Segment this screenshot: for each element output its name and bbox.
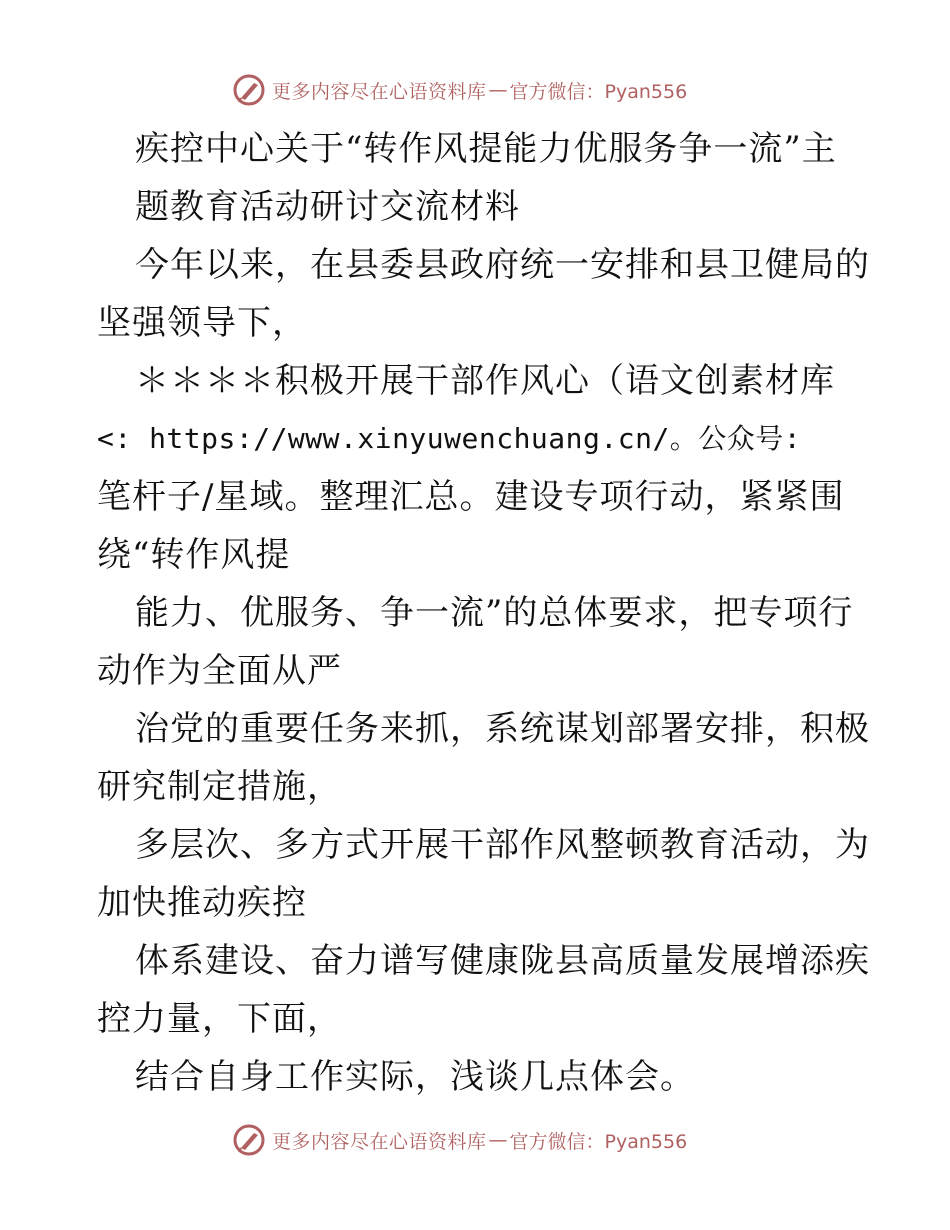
- body-line: 多层次、多方式开展干部作风整顿教育活动，为: [135, 825, 870, 865]
- body-line: ＊＊＊＊积极开展干部作风心（语文创素材库: [135, 361, 835, 401]
- body-line: 能力、优服务、争一流”的总体要求，把专项行: [135, 593, 854, 633]
- body-line: 体系建设、奋力谱写健康陇县高质量发展增添疾: [135, 941, 870, 981]
- quill-logo-icon: [232, 1123, 266, 1157]
- body-line: 治党的重要任务来抓，系统谋划部署安排，积极: [135, 709, 870, 749]
- body-line: 坚强领导下，: [97, 303, 307, 343]
- banner-wechat-text: 官方微信：Pyan556: [509, 80, 688, 103]
- body-line: 结合自身工作实际，浅谈几点体会。: [135, 1057, 695, 1097]
- banner-site-text: 更多内容尽在心语资料库: [272, 1130, 487, 1153]
- banner-wechat-text: 官方微信：Pyan556: [509, 1130, 688, 1153]
- document-title-line-1: 疾控中心关于“转作风提能力优服务争一流”主: [135, 129, 837, 169]
- document-body: [97, 120, 870, 1106]
- banner-dash: —: [488, 79, 508, 101]
- body-line: 研究制定措施，: [97, 767, 342, 807]
- body-line: 今年以来，在县委县政府统一安排和县卫健局的: [135, 245, 870, 285]
- body-line-url: <: https://www.xinyuwenchuang.cn/。公众号:: [97, 422, 802, 455]
- body-line: 笔杆子/星域。整理汇总。建设专项行动，紧紧围: [97, 477, 845, 517]
- quill-logo-icon: [232, 73, 266, 107]
- body-line: 动作为全面从严: [97, 651, 342, 691]
- body-line: 绕“转作风提: [97, 535, 291, 575]
- banner-dash: —: [488, 1129, 508, 1151]
- header-banner: [232, 70, 732, 110]
- body-line: 加快推动疾控: [97, 883, 307, 923]
- document-title-line-2: 题教育活动研讨交流材料: [135, 187, 520, 227]
- footer-banner: [232, 1120, 732, 1160]
- banner-site-text: 更多内容尽在心语资料库: [272, 80, 487, 103]
- body-line: 控力量，下面，: [97, 999, 342, 1039]
